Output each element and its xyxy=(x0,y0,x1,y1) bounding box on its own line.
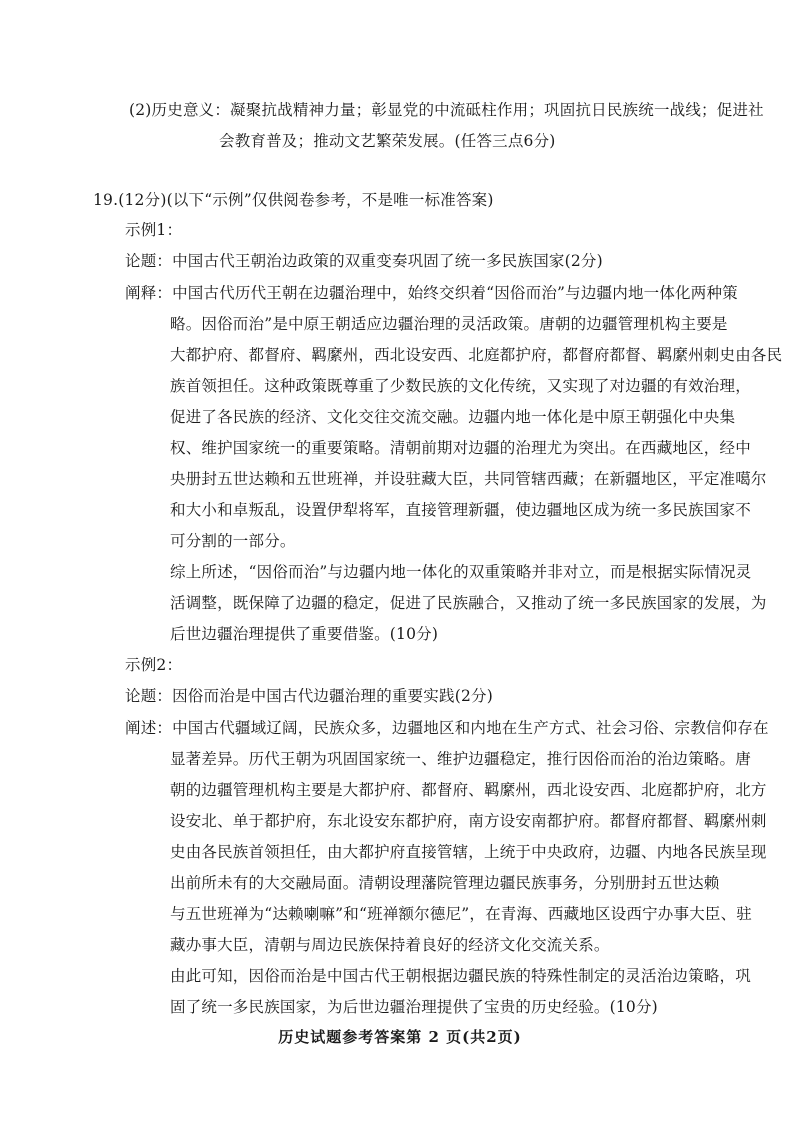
example1-conclusion-line: 综上所述，“因俗而治”与边疆内地一体化的双重策略并非对立，而是根据实际情况灵 xyxy=(170,563,752,581)
example2-body-line: 设安北、单于都护府，东北设安东都护府，南方设安南都护府。都督府都督、羁縻州刺 xyxy=(170,812,767,830)
example2-thesis: 论题：因俗而治是中国古代边疆治理的重要实践(2分) xyxy=(125,687,493,705)
example1-body-line: 阐释：中国古代历代王朝在边疆治理中，始终交织着“因俗而治”与边疆内地一体化两种策 xyxy=(125,284,738,302)
example2-body-line: 显著差异。历代王朝为巩固国家统一、维护边疆稳定，推行因俗而治的治边策略。唐 xyxy=(170,750,751,768)
example1-body-line: 央册封五世达赖和五世班禅，并设驻藏大臣，共同管辖西藏；在新疆地区，平定准噶尔 xyxy=(170,470,767,488)
example2-body-line: 史由各民族首领担任，由大都护府直接管辖，上统于中央政府，边疆、内地各民族呈现 xyxy=(170,843,767,861)
q18-significance-line-1: (2)历史意义：凝聚抗战精神力量；彰显党的中流砥柱作用；巩固抗日民族统一战线；促进社 xyxy=(129,101,764,119)
example1-body-line: 族首领担任。这种政策既尊重了少数民族的文化传统，又实现了对边疆的有效治理， xyxy=(170,377,751,395)
example1-body-line: 和大小和卓叛乱，设置伊犁将军，直接管理新疆，使边疆地区成为统一多民族国家不 xyxy=(170,501,751,519)
example2-body-line: 出前所未有的大交融局面。清朝设理藩院管理边疆民族事务，分别册封五世达赖 xyxy=(170,874,720,892)
example1-body-line: 略。因俗而治”是中原王朝适应边疆治理的灵活政策。唐朝的边疆管理机构主要是 xyxy=(170,315,728,333)
example2-conclusion-line: 由此可知，因俗而治是中国古代王朝根据边疆民族的特殊性制定的灵活治边策略，巩 xyxy=(170,967,751,985)
example1-conclusion-line: 活调整，既保障了边疆的稳定，促进了民族融合，又推动了统一多民族国家的发展，为 xyxy=(170,594,767,612)
example1-body-line: 权、维护国家统一的重要策略。清朝前期对边疆的治理尤为突出。在西藏地区，经中 xyxy=(170,439,751,457)
example2-body-line: 朝的边疆管理机构主要是大都护府、都督府、羁縻州，西北设安西、北庭都护府，北方 xyxy=(170,781,767,799)
example2-label: 示例2： xyxy=(125,656,183,674)
example1-thesis: 论题：中国古代王朝治边政策的双重变奏巩固了统一多民族国家(2分) xyxy=(125,252,603,270)
q19-header: 19.(12分)(以下“示例”仅供阅卷参考，不是唯一标准答案) xyxy=(93,191,494,209)
page-footer: 历史试题参考答案第 2 页(共2页) xyxy=(278,1028,522,1046)
example1-conclusion-line: 后世边疆治理提供了重要借鉴。(10分) xyxy=(170,625,439,643)
example1-body-line: 促进了各民族的经济、文化交往交流交融。边疆内地一体化是中原王朝强化中央集 xyxy=(170,408,736,426)
example2-body-line: 与五世班禅为“达赖喇嘛”和“班禅额尔德尼”，在青海、西藏地区设西宁办事大臣、驻 xyxy=(170,905,752,923)
example2-body-line: 阐述：中国古代疆域辽阔，民族众多，边疆地区和内地在生产方式、社会习俗、宗教信仰存在 xyxy=(125,719,769,737)
example1-body-line: 可分割的一部分。 xyxy=(170,532,296,550)
example2-conclusion-line: 固了统一多民族国家，为后世边疆治理提供了宝贵的历史经验。(10分) xyxy=(170,998,658,1016)
q18-significance-line-2: 会教育普及；推动文艺繁荣发展。(任答三点6分) xyxy=(219,132,556,150)
example1-label: 示例1： xyxy=(125,221,183,239)
example2-body-line: 藏办事大臣，清朝与周边民族保持着良好的经济文化交流关系。 xyxy=(170,936,610,954)
example1-body-line: 大都护府、都督府、羁縻州，西北设安西、北庭都护府，都督府都督、羁縻州刺史由各民 xyxy=(170,346,783,364)
